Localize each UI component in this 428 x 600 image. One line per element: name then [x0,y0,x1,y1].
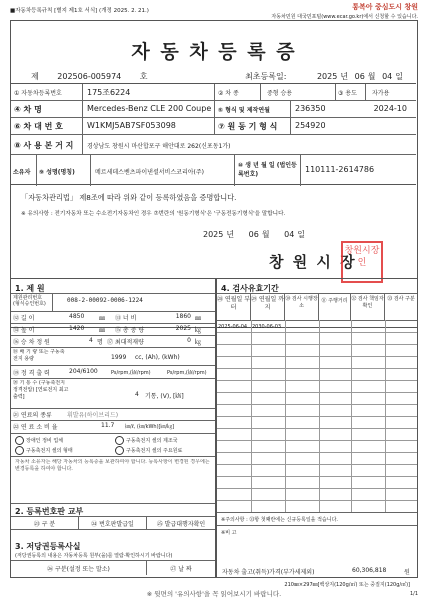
grid-row [217,440,417,441]
col-to: ㉙ 연월일 까지 [251,294,285,320]
inspection-footnote: ※주의사항 : ㉝항 첫째란에는 신규등록일을 적습니다. [221,517,339,523]
specs-divider [11,365,215,366]
fuel-value: 휘발유(하이브리드) [67,412,119,419]
model-value: 236350 [295,104,326,113]
first-reg-month-unit: 월 [367,72,376,81]
grid-row [217,332,417,333]
plate-section-title: 2. 등록번호판 교부 [15,507,84,516]
efficiency-value: 11.7 [101,422,115,429]
grid-row [217,380,417,381]
certify-statement: 「자동차관리법」 제8조에 따라 위와 같이 등록하였음을 증명합니다. [21,193,237,202]
specs-divider [11,420,215,421]
owner-name-label: ⑨ 성명(명칭) [37,155,91,186]
row1-to: 2030-06-03 [252,324,282,330]
issue-year: 2025 [203,230,224,239]
use-value: 자가용 [372,90,390,97]
length-unit: ㎜ [99,315,106,322]
cylinders-unit: 기통, (V), [㎾] [145,393,184,400]
vin-label: ⑥ 차 대 번 호 [11,118,83,135]
checkbox-icon [15,436,24,445]
name-label: ④ 차 명 [11,101,83,118]
birth-label: ⑩ 생 년 월 일 (법인등록번호) [235,155,301,186]
owner-name-value: 메르세데스벤츠파이낸셜서비스코리아(주) [91,155,235,186]
plate-kind-label: ㉓ 구 분 [11,517,79,529]
portal-note: 자동차민원 대국민포털(www.ecar.go.kr)에서 신청할 수 있습니다. [271,14,418,20]
first-reg-day: 04 [382,72,393,81]
displacement-value: 1999 [111,354,127,361]
specs-divider [11,456,215,457]
power-value: 204/6100 [69,368,98,375]
grid-row [217,464,417,465]
owner-label: 소유자 [11,155,37,186]
first-reg-year: 2025 [316,72,338,81]
issuer-name: 창 원 시 장 [269,253,357,271]
checkbox-icon [115,436,124,445]
specs-divider [11,408,215,409]
specs-divider [11,323,215,324]
col-inspector: ㉜ 검사 책임자 확인 [351,294,385,320]
row1-from: 2025-06-04 [218,324,248,330]
checkbox-icon [115,446,124,455]
first-registration [245,71,403,82]
page-number: 1/1 [409,591,418,597]
battery-check-4 [115,446,215,455]
price-label: 자동차 출고(취득)가격(부가세제외) [222,569,315,576]
grid-row [217,392,417,393]
base-value: 경상남도 창원시 마산합포구 해안대로 262(신포동1가) [87,143,231,150]
price-value: 60,306,818 [352,567,387,574]
width-unit: ㎜ [195,315,202,322]
vehicle-info-table [11,83,416,185]
issue-date [203,229,305,240]
birth-value: 110111-2614786 [305,165,375,174]
efficiency-label: ㉒ 연 료 소 비 율 [13,424,58,431]
specs-fine-print: 자동차 소유자는 해당 자동차의 등록증을 보관하여야 합니다. 등록사항이 변경된 경우에는 변경등록을 하여야 합니다. [15,459,210,472]
height-label: ⑭ 높 이 [13,327,35,334]
col-kind: ㉝ 검사 구분 [387,296,415,302]
plate-divider [11,529,215,530]
paper-note: 210㎜×297㎜[백상지(120g/㎡) 또는 중질지(120g/㎡)] [284,582,410,588]
plate-agent-label: ㉕ 발급대행자확인 [156,521,206,528]
length-label: ⑫ 길 이 [13,315,35,322]
base-label: ⑧ 사 용 본 거 지 [11,135,83,155]
issue-day: 04 [284,230,295,239]
grid-row [217,500,417,501]
remarks-label: ※비 고 [221,530,237,536]
col-mileage: ㉛ 주행거리 [319,294,351,320]
specs-divider [11,311,215,312]
approval-label: 제원관리번호 (형식승인번호) [11,293,53,311]
max-load-value: 0 [187,337,191,344]
specs-divider [11,433,215,434]
type-value: 중형 승용 [261,84,336,101]
grid-row [217,404,417,405]
grid-row [217,452,417,453]
lien-subtitle: (저당권등록의 내용은 자동차등록 원부(을)를 열람·확인하시기 바랍니다) [15,553,173,559]
doc-number-value: 202506-005974 [57,72,122,81]
first-reg-year-unit: 년 [340,72,349,81]
issue-day-unit: 일 [297,230,306,239]
issue-month: 06 [248,230,259,239]
first-reg-day-unit: 일 [395,72,403,81]
engine-label: ⑦ 원 동 기 형 식 [215,118,291,135]
reg-no-value: 175조6224 [83,84,215,101]
total-weight-value: 2025 [175,325,191,332]
inspection-column [216,278,418,578]
reg-no-label: ① 자동차등록번호 [11,84,83,101]
power-label: ⑲ 정 격 출 력 [13,370,50,377]
page-title: 자 동 차 등 록 증 [131,41,297,63]
footer-warning: ※ 뒷면의 '유의사항'을 꼭 읽어보시기 바랍니다. [146,590,282,598]
inspection-divider [217,525,417,526]
approval-value: 008-2-00092-0006-1224 [67,297,143,304]
name-value: Mercedes-Benz CLE 200 Coupe [83,101,215,118]
grid-row [217,356,417,357]
max-load-label: ⑰ 최대적재량 [107,339,144,346]
cylinders-value: 4 [135,391,139,398]
issue-year-unit: 년 [226,230,235,239]
specs-divider [11,335,215,336]
total-weight-unit: ㎏ [195,327,202,334]
specs-divider [11,347,215,348]
capacity-label: ⑯ 승 차 정 원 [13,339,50,346]
col-place: ㉚ 검사 시행장소 [285,294,319,320]
width-value: 1860 [175,313,191,320]
grid-row [217,512,417,513]
width-label: ⑬ 너 비 [115,315,137,322]
specs-column [10,278,216,578]
max-load-unit: ㎏ [195,339,202,346]
use-label: ③ 용도 [336,84,366,101]
vin-value: W1KMJ5AB7SF053098 [83,118,215,135]
first-reg-month: 06 [354,72,365,81]
col-from: ㉘ 연월일 부터 [217,294,251,320]
specs-divider [11,503,215,504]
length-value: 4850 [69,313,85,320]
lien-date-label: ㉗ 날 짜 [170,566,192,573]
battery-check-2-label: 구동축전지 셀의 제조국 [126,438,178,444]
battery-check-3 [15,446,111,455]
displacement-unit: cc, (Ah), (kWh) [135,354,180,361]
notice-text: ※ 유의사항 : 전기자동차 또는 수소전기자동차인 경우 ⑦번란의 '원동기형식'은 '구동전동기형식'을 말합니다. [21,211,286,217]
fuel-label: ㉑ 연료의 종류 [13,412,52,419]
battery-check-3-label: 구동축전지 셀의 형태 [26,448,73,454]
doc-number-suffix: 호 [139,72,148,81]
height-unit: ㎜ [99,327,106,334]
capacity-value: 4 [89,337,93,344]
grid-row [217,476,417,477]
grid-row [217,368,417,369]
grid-row [217,416,417,417]
height-value: 1420 [69,325,85,332]
engine-value: 254920 [295,121,326,130]
inspection-title: 4. 검사유효기간 [221,284,279,293]
battery-check-4-label: 구동축전지 셀의 주요원료 [126,448,183,454]
battery-check-1-label: 장애인 정비 업체 [26,438,63,444]
battery-check-2 [115,436,215,445]
efficiency-unit: ㎞/ℓ, (㎞/kWh)[㎞/㎏] [125,424,175,430]
lien-section-title: 3. 저당권등록사실 [15,542,81,551]
model-date: 2024-10 [373,104,407,113]
lien-kind-label: ㉖ 구분(설정 또는 말소) [11,561,147,575]
plate-date-label: ㉔ 번호판발급일 [79,517,147,529]
type-label: ② 차 종 [215,84,261,101]
grid-row [217,344,417,345]
doc-number-label: 제 [31,72,39,81]
official-seal: 창원시장인 [341,241,383,283]
power2-unit: Ps/rpm,(㎾/rpm) [167,370,207,376]
city-logo: 통복아 중심도시 창원 [352,3,418,11]
battery-check-1 [15,436,111,445]
specs-divider [11,378,215,379]
price-unit: 원 [404,569,410,576]
first-reg-label: 최초등록일: [245,72,287,81]
grid-row [217,428,417,429]
checkbox-icon [15,446,24,455]
model-label: ⑤ 형식 및 제작연월 [215,101,291,118]
specs-title: 1. 제 원 [15,284,45,293]
displacement-label: ⑱ 배 기 량 또는 구동축전지 용량 [13,349,65,362]
doc-number [31,71,148,82]
total-weight-label: ⑮ 총 중 량 [115,327,145,334]
grid-row [217,488,417,489]
capacity-unit: 명 [97,339,103,346]
cylinders-label: ⑳ 기 통 수 (구동축전지 정격전압) [연료전지 최고출력] [13,380,69,400]
inspection-divider [217,320,417,321]
issue-month-unit: 월 [261,230,270,239]
power-unit: Ps/rpm,(㎾/rpm) [111,370,151,376]
form-note: ■자동차등록규칙 [별지 제1호 서식] (개정 2025. 2. 21.) [10,8,149,14]
